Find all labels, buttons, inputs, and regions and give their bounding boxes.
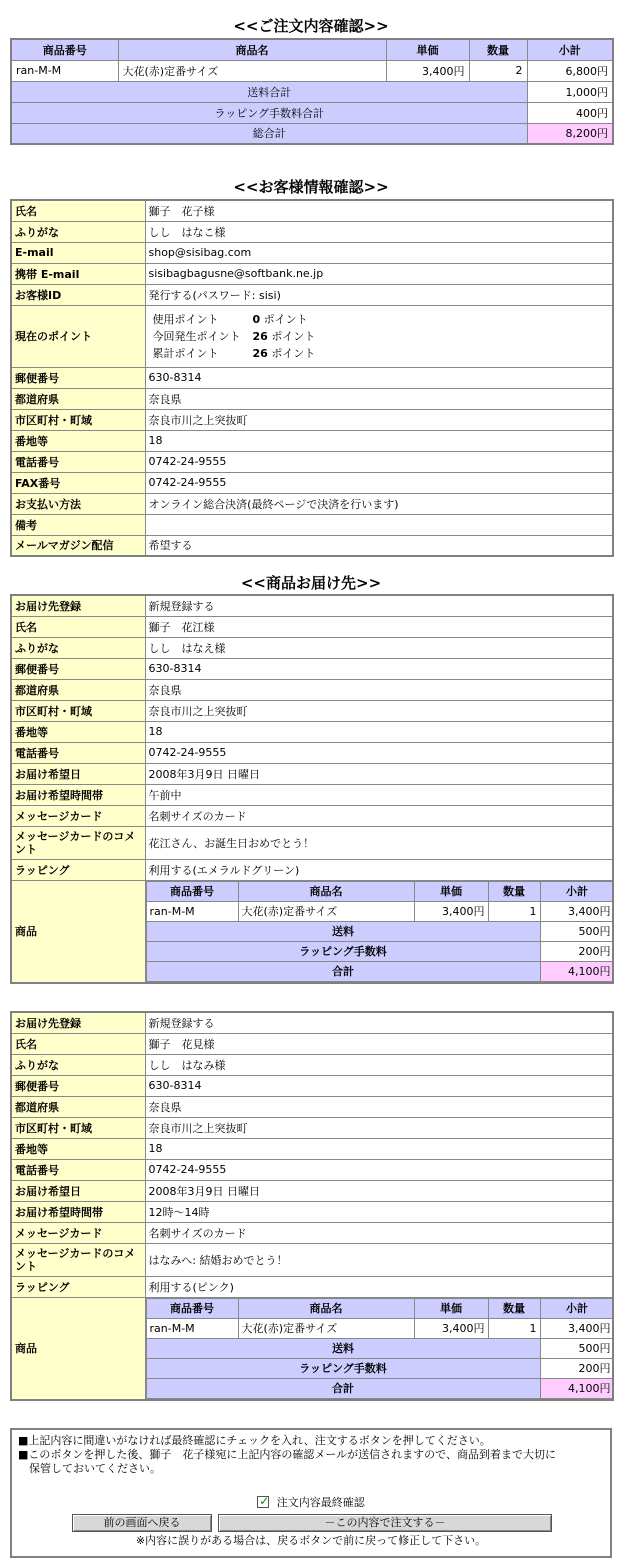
row-label: ラッピング	[11, 1276, 145, 1297]
wrapping-label: ラッピング手数料	[146, 1358, 540, 1378]
customer-row-city	[11, 409, 613, 430]
row-label: メッセージカード	[11, 1222, 145, 1243]
notice-line-1: ■上記内容に間違いがなければ最終確認にチェックを入れ、注文するボタンを押してください。	[18, 1434, 491, 1447]
row-value: 獅子 花子様	[145, 200, 613, 221]
row-label: 市区町村・町域	[11, 1117, 145, 1138]
col-code-header: 商品番号	[11, 39, 118, 60]
dest-row-kana	[11, 1054, 613, 1075]
col-price-header: 単価	[386, 39, 469, 60]
row-label: 郵便番号	[11, 367, 145, 388]
row-value: 希望する	[145, 535, 613, 556]
total-label: 合計	[146, 1378, 540, 1398]
dest-row-name	[11, 616, 613, 637]
row-value: 発行する(パスワード: sisi)	[145, 284, 613, 305]
row-label: 市区町村・町域	[11, 700, 145, 721]
row-label: 市区町村・町域	[11, 409, 145, 430]
row-value: shop@sisibag.com	[145, 242, 613, 263]
dest-row-zip	[11, 658, 613, 679]
row-value: sisibagbagusne@softbank.ne.jp	[145, 263, 613, 284]
points-unit: ポイント	[271, 347, 316, 360]
row-label: 携帯 E-mail	[11, 263, 145, 284]
shipping-row	[146, 921, 613, 941]
row-value: 名刺サイズのカード	[145, 805, 613, 826]
row-label: お届け希望時間帯	[11, 784, 145, 805]
item-name: 大花(赤)定番サイズ	[238, 901, 414, 921]
points-value-cell	[249, 345, 320, 362]
order-table	[10, 38, 614, 145]
shipping-label: 送料	[146, 1338, 540, 1358]
row-label: お支払い方法	[11, 493, 145, 514]
order-header-row	[11, 39, 613, 60]
final-confirm-checkbox[interactable]	[257, 1496, 269, 1508]
row-value: 奈良県	[145, 1096, 613, 1117]
dest-row-name	[11, 1033, 613, 1054]
total-value: 8,200円	[527, 123, 613, 144]
points-row	[149, 328, 320, 345]
row-label: メッセージカードのコメント	[11, 1243, 145, 1276]
item-qty: 1	[488, 901, 540, 921]
col-name-header: 商品名	[238, 881, 414, 901]
row-value: 午前中	[145, 784, 613, 805]
row-value: 奈良市川之上突抜町	[145, 700, 613, 721]
row-label: お届け希望日	[11, 1180, 145, 1201]
customer-row-kana	[11, 221, 613, 242]
item-price: 3,400円	[386, 60, 469, 81]
customer-row-pref	[11, 388, 613, 409]
customer-row-email	[11, 242, 613, 263]
total-label: 合計	[146, 961, 540, 981]
wrapping-label: ラッピング手数料合計	[11, 102, 527, 123]
row-label: 都道府県	[11, 1096, 145, 1117]
item-price: 3,400円	[414, 1318, 488, 1338]
row-value: 利用する(エメラルドグリーン)	[145, 859, 613, 880]
row-label: ラッピング	[11, 859, 145, 880]
total-row	[11, 123, 613, 144]
points-value-cell	[249, 328, 320, 345]
submit-order-button[interactable]: －この内容で注文する－	[218, 1514, 552, 1532]
row-label: ふりがな	[11, 1054, 145, 1075]
col-name-header: 商品名	[238, 1298, 414, 1318]
row-label: お届け先登録	[11, 1012, 145, 1033]
points-value: 0	[252, 313, 261, 326]
dest-row-product	[11, 880, 613, 983]
row-label: 氏名	[11, 200, 145, 221]
items-header-row	[146, 881, 613, 901]
customer-row-fax	[11, 472, 613, 493]
points-row	[149, 311, 320, 328]
wrapping-value: 200円	[540, 1358, 613, 1378]
item-subtotal: 3,400円	[540, 1318, 613, 1338]
table-row	[146, 901, 613, 921]
row-value: しし はなみ様	[145, 1054, 613, 1075]
shipping-label: 送料	[146, 921, 540, 941]
destination-table	[10, 1011, 614, 1401]
row-label: メッセージカードのコメント	[11, 826, 145, 859]
items-header-row	[146, 1298, 613, 1318]
wrapping-row	[146, 941, 613, 961]
dest-row-product	[11, 1297, 613, 1400]
row-value: オンライン総合決済(最終ページで決済を行います)	[145, 493, 613, 514]
total-row	[146, 961, 613, 981]
total-row	[146, 1378, 613, 1398]
dest-row-card-comment	[11, 826, 613, 859]
row-value: 630-8314	[145, 367, 613, 388]
row-value: 18	[145, 721, 613, 742]
row-label: ふりがな	[11, 221, 145, 242]
row-label: 現在のポイント	[11, 305, 145, 367]
dest-row-date	[11, 1180, 613, 1201]
wrapping-row	[11, 102, 613, 123]
customer-row-address	[11, 430, 613, 451]
product-cell	[145, 880, 613, 983]
row-value: 0742-24-9555	[145, 472, 613, 493]
row-value: 2008年3月9日 日曜日	[145, 1180, 613, 1201]
dest-row-pref	[11, 1096, 613, 1117]
item-code: ran-M-M	[146, 1318, 238, 1338]
row-value: 新規登録する	[145, 1012, 613, 1033]
points-name: 今回発生ポイント	[152, 330, 241, 343]
row-label: E-mail	[11, 242, 145, 263]
shipping-row	[11, 81, 613, 102]
row-value: 名刺サイズのカード	[145, 1222, 613, 1243]
dest-row-time	[11, 1201, 613, 1222]
row-label: FAX番号	[11, 472, 145, 493]
row-value: 0742-24-9555	[145, 1159, 613, 1180]
dest-row-card-comment	[11, 1243, 613, 1276]
dest-row-pref	[11, 679, 613, 700]
order-confirm-title: <<ご注文内容確認>>	[233, 17, 389, 35]
final-confirm-label: 注文内容最終確認	[276, 1496, 365, 1509]
row-value: 0742-24-9555	[145, 451, 613, 472]
row-value: 奈良県	[145, 388, 613, 409]
dest-row-address	[11, 1138, 613, 1159]
dest-row-city	[11, 1117, 613, 1138]
points-row	[149, 345, 320, 362]
row-label: 番地等	[11, 721, 145, 742]
dest-row-phone	[11, 1159, 613, 1180]
customer-row-newsletter	[11, 535, 613, 556]
item-code: ran-M-M	[146, 901, 238, 921]
row-value: 18	[145, 1138, 613, 1159]
customer-row-points	[11, 305, 613, 367]
row-label: 氏名	[11, 616, 145, 637]
destination-table	[10, 594, 614, 984]
row-label: 商品	[11, 1297, 145, 1400]
row-label: お届け希望日	[11, 763, 145, 784]
points-name: 累計ポイント	[152, 347, 219, 360]
row-value: 12時～14時	[145, 1201, 613, 1222]
row-label: お届け希望時間帯	[11, 1201, 145, 1222]
row-label: 郵便番号	[11, 1075, 145, 1096]
item-qty: 1	[488, 1318, 540, 1338]
item-price: 3,400円	[414, 901, 488, 921]
shipping-value: 500円	[540, 921, 613, 941]
points-value-cell	[249, 311, 320, 328]
item-name: 大花(赤)定番サイズ	[238, 1318, 414, 1338]
table-row	[11, 60, 613, 81]
notice-line-3: 保管しておいてください。	[18, 1462, 161, 1475]
total-value: 4,100円	[540, 961, 613, 981]
item-subtotal: 6,800円	[527, 60, 613, 81]
dest-row-phone	[11, 742, 613, 763]
wrapping-row	[146, 1358, 613, 1378]
row-label: お客様ID	[11, 284, 145, 305]
dest-row-address	[11, 721, 613, 742]
col-code-header: 商品番号	[146, 881, 238, 901]
row-label: 都道府県	[11, 388, 145, 409]
row-label: 番地等	[11, 1138, 145, 1159]
item-subtotal: 3,400円	[540, 901, 613, 921]
wrapping-value: 200円	[540, 941, 613, 961]
row-label: 番地等	[11, 430, 145, 451]
row-value: しし はなえ様	[145, 637, 613, 658]
customer-table	[10, 199, 614, 557]
col-qty-header: 数量	[488, 1298, 540, 1318]
row-value: 獅子 花江様	[145, 616, 613, 637]
customer-row-id	[11, 284, 613, 305]
points-name: 使用ポイント	[152, 313, 219, 326]
row-label: メールマガジン配信	[11, 535, 145, 556]
row-value: 奈良市川之上突抜町	[145, 1117, 613, 1138]
row-label: 備考	[11, 514, 145, 535]
row-label: 電話番号	[11, 742, 145, 763]
dest-row-wrapping	[11, 1276, 613, 1297]
shipping-row	[146, 1338, 613, 1358]
col-price-header: 単価	[414, 881, 488, 901]
dest-row-time	[11, 784, 613, 805]
customer-row-payment	[11, 493, 613, 514]
item-qty: 2	[469, 60, 527, 81]
shipping-value: 1,000円	[527, 81, 613, 102]
customer-row-name	[11, 200, 613, 221]
row-value: 2008年3月9日 日曜日	[145, 763, 613, 784]
col-qty-header: 数量	[469, 39, 527, 60]
row-label: 電話番号	[11, 1159, 145, 1180]
row-value: 18	[145, 430, 613, 451]
dest-items-table	[146, 881, 614, 982]
item-name: 大花(赤)定番サイズ	[118, 60, 386, 81]
delivery-title: <<商品お届け先>>	[240, 574, 382, 592]
points-table	[149, 311, 320, 362]
row-value: しし はなこ様	[145, 221, 613, 242]
footer-note: ※内容に誤りがある場合は、戻るボタンで前に戻って修正して下さい。	[135, 1534, 487, 1547]
col-code-header: 商品番号	[146, 1298, 238, 1318]
shipping-value: 500円	[540, 1338, 613, 1358]
dest-row-zip	[11, 1075, 613, 1096]
customer-title: <<お客様情報確認>>	[233, 178, 389, 196]
row-value: 0742-24-9555	[145, 742, 613, 763]
points-value: 26	[252, 330, 268, 343]
wrapping-label: ラッピング手数料	[146, 941, 540, 961]
final-confirm-row	[12, 1494, 610, 1510]
row-label: お届け先登録	[11, 595, 145, 616]
col-subtotal-header: 小計	[527, 39, 613, 60]
product-cell	[145, 1297, 613, 1400]
row-value: 奈良県	[145, 679, 613, 700]
col-name-header: 商品名	[118, 39, 386, 60]
row-value: はなみへ: 結婚おめでとう！	[145, 1243, 613, 1276]
row-label: 氏名	[11, 1033, 145, 1054]
check-icon: ✓	[259, 1494, 270, 1508]
shipping-label: 送料合計	[11, 81, 527, 102]
row-value: 630-8314	[145, 658, 613, 679]
col-qty-header: 数量	[488, 881, 540, 901]
row-label: 郵便番号	[11, 658, 145, 679]
row-label: メッセージカード	[11, 805, 145, 826]
points-value: 26	[252, 347, 268, 360]
dest-row-register	[11, 1012, 613, 1033]
col-subtotal-header: 小計	[540, 881, 613, 901]
customer-row-phone	[11, 451, 613, 472]
row-label: 都道府県	[11, 679, 145, 700]
row-value	[145, 514, 613, 535]
dest-row-wrapping	[11, 859, 613, 880]
row-label: ふりがな	[11, 637, 145, 658]
row-value: 獅子 花見様	[145, 1033, 613, 1054]
confirm-panel	[10, 1428, 612, 1558]
notice-line-2: ■このボタンを押した後、獅子 花子様宛に上記内容の確認メールが送信されますので、商品到着まで大切に	[18, 1448, 556, 1461]
customer-row-mobile-email	[11, 263, 613, 284]
points-cell	[145, 305, 613, 367]
dest-row-city	[11, 700, 613, 721]
dest-row-date	[11, 763, 613, 784]
table-row	[146, 1318, 613, 1338]
row-label: 商品	[11, 880, 145, 983]
row-label: 電話番号	[11, 451, 145, 472]
row-value: 奈良市川之上突抜町	[145, 409, 613, 430]
customer-row-zip	[11, 367, 613, 388]
dest-row-kana	[11, 637, 613, 658]
item-code: ran-M-M	[11, 60, 118, 81]
points-unit: ポイント	[271, 330, 316, 343]
dest-items-table	[146, 1298, 614, 1399]
back-button[interactable]: 前の画面へ戻る	[72, 1514, 212, 1532]
row-value: 630-8314	[145, 1075, 613, 1096]
wrapping-value: 400円	[527, 102, 613, 123]
dest-row-register	[11, 595, 613, 616]
dest-row-card	[11, 805, 613, 826]
col-price-header: 単価	[414, 1298, 488, 1318]
dest-row-card	[11, 1222, 613, 1243]
points-unit: ポイント	[263, 313, 308, 326]
total-value: 4,100円	[540, 1378, 613, 1398]
customer-row-note	[11, 514, 613, 535]
row-value: 新規登録する	[145, 595, 613, 616]
col-subtotal-header: 小計	[540, 1298, 613, 1318]
row-value: 利用する(ピンク)	[145, 1276, 613, 1297]
total-label: 総合計	[11, 123, 527, 144]
row-value: 花江さん、お誕生日おめでとう！	[145, 826, 613, 859]
